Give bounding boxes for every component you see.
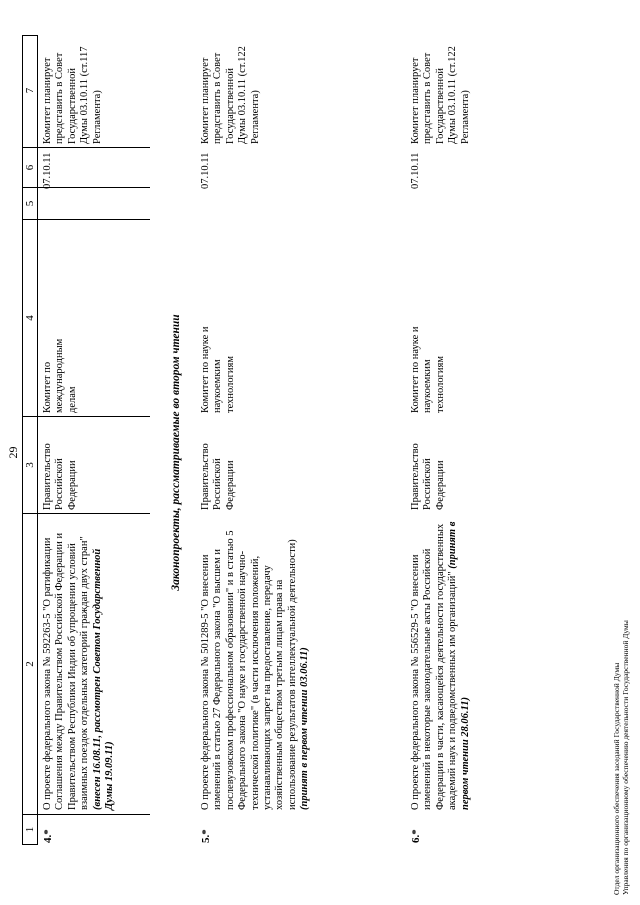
column-header-6: 6 <box>23 147 37 187</box>
footer <box>612 620 630 895</box>
action: Комитет планирует представить в Совет Государственной Думы 03.10.11 (ст.122 Регламента) <box>200 46 261 144</box>
table-header <box>22 35 38 845</box>
bill-title <box>200 520 312 810</box>
date: 07.10.11 <box>410 152 421 189</box>
action: Комитет планирует представить в Совет Государственной Думы 03.10.11 (ст.117 Регламента) <box>42 46 103 144</box>
committee: Комитет по науке и наукоемким технологиям <box>410 326 446 413</box>
footer-line: Отдел организационного обеспечения заседаний Государственной Думы <box>612 662 621 895</box>
committee: Комитет по науке и наукоемким технологиям <box>200 326 236 413</box>
committee: Комитет по международным делам <box>42 338 78 413</box>
column-divider <box>38 416 150 417</box>
initiator: Правительство Российской Федерации <box>200 443 236 510</box>
bill-title-text: О проекте федерального закона № 556529-5 "О внесении изменений в некоторые законодательные акты Российской Федерации в части, касающейся деятельности государственных академий наук и подведомственных им организаций" <box>410 523 459 810</box>
page-number: 29 <box>6 446 20 459</box>
column-header-7: 7 <box>24 87 36 94</box>
bill-note: (принят в первом чтении 03.06.11) <box>299 647 311 810</box>
bill-title-text: О проекте федерального закона № 592263-5 "О ратификации Соглашения между Правительством Российской Федерации и Правительством Республики Индии об упрощении условий взаимных поездок отдельных категорий граждан двух стран" <box>42 532 91 810</box>
bill-title-text: О проекте федерального закона № 501289-5 "О внесении изменений в статью 27 Федерального закона "О высшем и послевузовском профессиональном образовании" и в статью 5 Федерального закона "О науке и государственной научно-технической политике" (в части исключения положений, устанавливающих запрет на предоставление, передачу хозяйственным обществом третьим лицам права на использование результатов интеллектуальной деятельности) <box>200 530 298 810</box>
initiator: Правительство Российской Федерации <box>42 443 78 510</box>
column-header-4: 4 <box>23 219 37 416</box>
section-heading: Законопроекты, рассматриваемые во втором чтении <box>170 314 182 591</box>
column-divider <box>38 187 150 188</box>
column-divider <box>38 814 150 815</box>
footer-line: Управления по организационному обеспечению деятельности Государственной Думы <box>621 620 630 895</box>
column-divider <box>38 219 150 220</box>
column-header-1: 1 <box>23 814 37 844</box>
bill-title <box>42 520 116 810</box>
column-header-2: 2 <box>23 513 37 814</box>
column-header-3: 3 <box>23 416 37 513</box>
column-divider <box>38 147 150 148</box>
bill-title <box>410 520 472 810</box>
action: Комитет планирует представить в Совет Государственной Думы 03.10.11 (ст.122 Регламента) <box>410 46 471 144</box>
row-number: 4.* <box>42 829 54 843</box>
column-header-5: 5 <box>23 187 37 219</box>
bill-note: (принят в первом чтении 28.06.11) <box>447 521 471 810</box>
bill-note: (внесен 16.08.11, рассмотрен Советом Государственной Думы 19.09.11) <box>91 548 116 810</box>
row-number: 6.* <box>410 829 422 843</box>
column-divider <box>38 513 150 514</box>
initiator: Правительство Российской Федерации <box>410 443 446 510</box>
date: 07.10.11 <box>42 152 53 189</box>
date: 07.10.11 <box>200 152 211 189</box>
row-number: 5.* <box>200 829 212 843</box>
